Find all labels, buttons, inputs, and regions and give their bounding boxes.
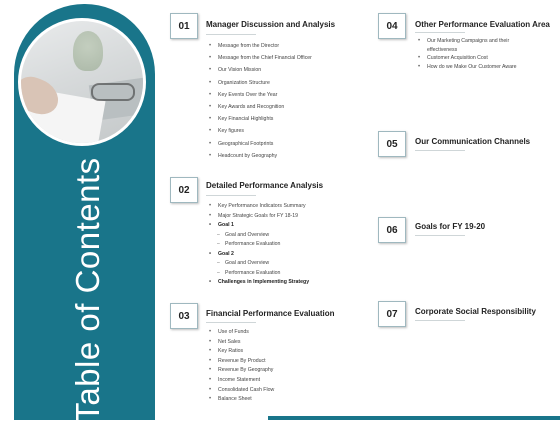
list-item[interactable]: • Message from the Chief Financial Officer [209,52,312,64]
section-number-04: 04 [378,13,406,39]
section-title-01[interactable]: Manager Discussion and Analysis [206,20,336,29]
section-title-07[interactable]: Corporate Social Responsibility [415,307,536,316]
list-item[interactable]: • Headcount by Geography [209,150,312,162]
list-item[interactable]: – Goal and Overview [209,231,309,241]
list-item[interactable]: • Customer Acquisition Cost [418,54,533,63]
list-item[interactable]: • How do we Make Our Customer Aware [418,63,533,72]
list-item[interactable]: • Key Financial Highlights [209,113,312,125]
list-item[interactable]: • Key Performance Indicators Summary [209,202,309,212]
list-item[interactable]: • Organization Structure [209,77,312,89]
list-item[interactable]: • Message from the Director [209,40,312,52]
list-item[interactable]: • Use of Funds [209,328,274,338]
section-underline-01 [206,34,256,35]
desk-photo [18,18,146,146]
section-number-03: 03 [170,303,198,329]
section-number-02: 02 [170,177,198,203]
section-number-05: 05 [378,131,406,157]
list-item[interactable]: • Geographical Footprints [209,138,312,150]
section-items-03 [209,328,274,405]
list-item[interactable]: • Our Vision Mission [209,64,312,76]
list-item[interactable]: • Net Sales [209,338,274,348]
section-number-07: 07 [378,301,406,327]
section-number-06: 06 [378,217,406,243]
list-item[interactable]: • Key figures [209,125,312,137]
list-item[interactable]: – Performance Evaluation [209,240,309,250]
list-item[interactable]: • Revenue By Geography [209,366,274,376]
section-underline-03 [206,322,256,323]
list-item[interactable]: • Challenges in Implementing Strategy [209,278,309,288]
list-item[interactable]: • Income Statement [209,376,274,386]
section-items-01 [209,40,312,162]
list-item[interactable]: • Consolidated Cash Flow [209,386,274,396]
section-items-02 [209,202,309,288]
page-title: Table of Contents [69,157,106,423]
section-underline-04 [415,32,465,33]
list-item[interactable]: • Key Ratios [209,347,274,357]
section-underline-05 [415,150,465,151]
section-title-03[interactable]: Financial Performance Evaluation [206,309,335,318]
section-title-06[interactable]: Goals for FY 19-20 [415,222,486,231]
list-item[interactable]: – Performance Evaluation [209,269,309,279]
list-item[interactable]: • Revenue By Product [209,357,274,367]
list-item[interactable]: • Goal 1 [209,221,309,231]
plant-image [73,31,103,71]
glasses-image [91,83,135,101]
list-item[interactable]: • Balance Sheet [209,395,274,405]
section-underline-07 [415,320,465,321]
list-item[interactable]: • Major Strategic Goals for FY 18-19 [209,212,309,222]
bottom-accent-bar [268,416,560,420]
section-underline-02 [206,195,256,196]
section-title-02[interactable]: Detailed Performance Analysis [206,181,324,190]
section-underline-06 [415,235,465,236]
section-items-04 [418,37,533,71]
list-item[interactable]: • Key Events Over the Year [209,89,312,101]
list-item[interactable]: – Goal and Overview [209,259,309,269]
section-title-05[interactable]: Our Communication Channels [415,137,531,146]
list-item[interactable]: • Key Awards and Recognition [209,101,312,113]
list-item[interactable]: • Goal 2 [209,250,309,260]
section-number-01: 01 [170,13,198,39]
list-item[interactable]: • Our Marketing Campaigns and their effectiveness [418,37,533,54]
section-title-04[interactable]: Other Performance Evaluation Area [415,20,550,29]
